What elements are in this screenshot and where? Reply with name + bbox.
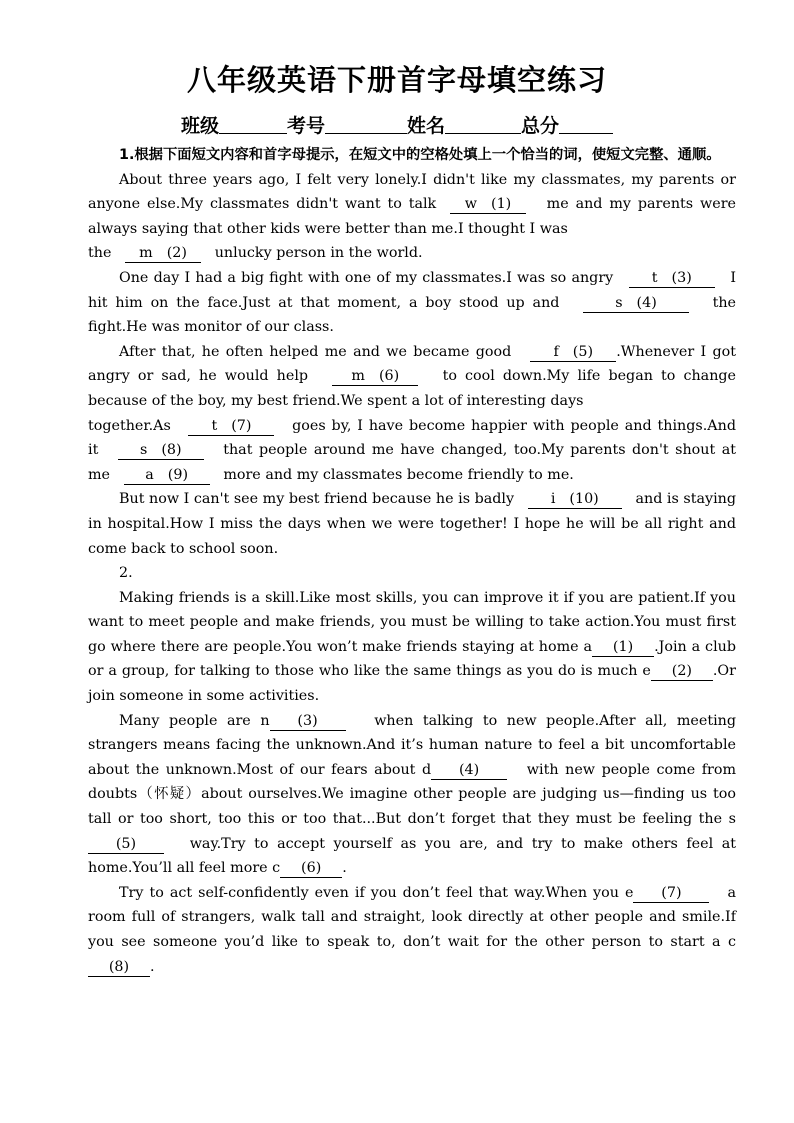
blank-2[interactable]: m (2) [125,245,201,263]
section2-number: 2. [119,565,133,582]
s2-blank-1[interactable]: (1) [592,639,654,657]
s2-blank-7[interactable]: (7) [633,885,709,903]
name-field[interactable] [445,115,521,134]
s2-blank-6[interactable]: (6) [280,860,342,878]
s2-paragraph-1: Making friends is a skill.Like most skills, you can improve it if you are patient.If you want to meet people and make friends, you must be willing to take action.You must first go where there are people.You won’t make friends staying at home a (1) .Join a club or a group, for talking to those who like the same things as you do is much e (2) .Or join someone in some activities. [88,589,736,705]
blank-9[interactable]: a (9) [124,467,210,485]
score-label: 总分 [521,115,560,137]
class-label: 班级 [180,115,219,137]
page-title: 八年级英语下册首字母填空练习 [186,63,607,97]
blank-10[interactable]: i (10) [528,491,622,509]
blank-1[interactable]: w (1) [450,196,526,214]
student-info-header [0,111,794,138]
s1-paragraph-2: One day I had a big fight with one of my classmates.I was so angry t (3) I hit him on the face.Just at that moment, a boy stood up and s (4) the fight.He was monitor of our class. [88,269,737,336]
s1-paragraph-1: About three years ago, I felt very lonely.I didn't like my classmates, my parents or anyone else.My classmates didn't want to talk w (1) me and my parents were always saying that other kids were better than me.I thought I was the m (2) unlucky person in the world. [88,171,737,262]
s2-blank-2[interactable]: (2) [651,663,713,681]
blank-6[interactable]: m (6) [332,368,418,386]
exam-no-field[interactable] [325,115,407,134]
s1-paragraph-3: After that, he often helped me and we became good f (5) .Whenever I got angry or sad, he would help m (6) to cool down.My life began to change because of the boy, my best friend.We spent a lot of interesting days together.As t (7) goes by, I have become happier with people and things.And it s (8) that people around me have changed, too.My parents don't shout at me a (9) more and my classmates become friendly to me. [88,343,737,483]
exam-no-label: 考号 [286,115,325,137]
blank-5[interactable]: f (5) [530,344,616,362]
name-label: 姓名 [407,115,446,137]
blank-7[interactable]: t (7) [188,418,274,436]
section1-instruction: 1.根据下面短文内容和首字母提示，在短文中的空格处填上一个恰当的词，使短文完整、通顺。 [119,147,721,163]
class-field[interactable] [219,115,287,134]
blank-3[interactable]: t (3) [629,270,715,288]
blank-4[interactable]: s (4) [583,295,689,313]
s2-paragraph-2: Many people are n (3) when talking to new people.After all, meeting strangers means facing the unknown.And it’s human nature to feel a bit uncomfortable about the unknown.Most of our fears about d (4) with new people come from doubts（怀疑）about ourselves.We imagine other people are judging us—finding us too tall or too short, too this or too that...But don’t forget that they must be feeling the s(5) way.Try to accept yourself as you are, and try to make others feel at home.You’ll all feel more c (6) . [88,712,737,877]
exercise-content [88,143,736,979]
s2-blank-4[interactable]: (4) [431,762,507,780]
s2-blank-3[interactable]: (3) [270,713,346,731]
blank-8[interactable]: s (8) [118,442,204,460]
s2-blank-5[interactable]: (5) [88,836,164,854]
s1-paragraph-4: But now I can't see my best friend because he is badly i (10) and is staying in hospital.How I miss the days when we were together! I hope he will be all right and come back to school soon. [88,491,737,557]
s2-blank-8[interactable]: (8) [88,959,150,977]
score-field[interactable] [559,115,613,134]
s2-paragraph-3: Try to act self-confidently even if you don’t feel that way.When you e (7) a room full of strangers, walk tall and straight, look directly at other people and smile.If you see someone you’d like to speak to, don’t wait for the other person to start a c(8) . [88,884,736,975]
